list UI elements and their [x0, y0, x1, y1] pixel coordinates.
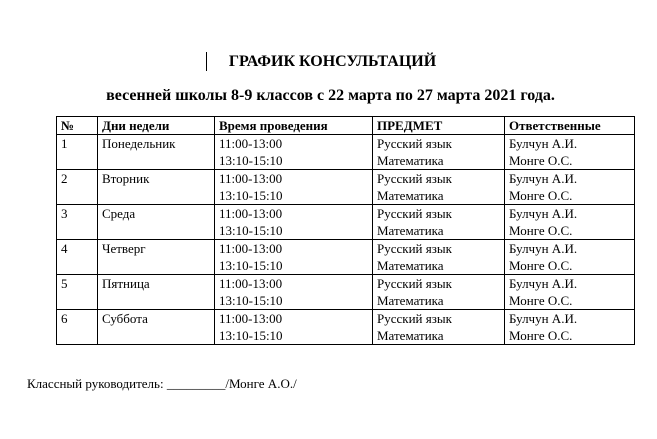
header-responsible: Ответственные	[505, 117, 635, 135]
person-2: Монге О.С.	[509, 293, 573, 308]
row-subject	[373, 275, 505, 310]
person-2: Монге О.С.	[509, 258, 573, 273]
row-number: 5	[57, 275, 98, 310]
time-slot-2: 13:10-15:10	[219, 188, 283, 203]
time-slot-1: 11:00-13:00	[219, 171, 283, 186]
consultation-schedule-table	[56, 116, 635, 345]
person-2: Монге О.С.	[509, 188, 573, 203]
subject-2: Математика	[377, 258, 444, 273]
row-number: 2	[57, 170, 98, 205]
row-subject	[373, 205, 505, 240]
row-number: 3	[57, 205, 98, 240]
document-subtitle: весенней школы 8-9 классов с 22 марта по 27 марта 2021 года.	[106, 87, 555, 104]
person-2: Монге О.С.	[509, 328, 573, 343]
time-slot-2: 13:10-15:10	[219, 328, 283, 343]
subject-1: Русский язык	[377, 276, 452, 291]
header-subject: ПРЕДМЕТ	[373, 117, 505, 135]
table-row	[57, 170, 635, 205]
row-time	[215, 240, 373, 275]
time-slot-2: 13:10-15:10	[219, 223, 283, 238]
row-time	[215, 275, 373, 310]
teacher-signature-line: Классный руководитель: _________/Монге А.О./	[27, 376, 297, 391]
person-1: Булчун А.И.	[509, 206, 578, 221]
row-responsible	[505, 275, 635, 310]
row-day: Понедельник	[98, 135, 215, 170]
row-day: Пятница	[98, 275, 215, 310]
subject-1: Русский язык	[377, 241, 452, 256]
row-number: 4	[57, 240, 98, 275]
person-1: Булчун А.И.	[509, 171, 578, 186]
row-day: Вторник	[98, 170, 215, 205]
time-slot-1: 11:00-13:00	[219, 311, 283, 326]
subject-1: Русский язык	[377, 206, 452, 221]
subject-1: Русский язык	[377, 171, 452, 186]
time-slot-1: 11:00-13:00	[219, 241, 283, 256]
header-number: №	[57, 117, 98, 135]
person-1: Булчун А.И.	[509, 276, 578, 291]
document-title: ГРАФИК КОНСУЛЬТАЦИЙ	[228, 53, 437, 70]
subject-2: Математика	[377, 328, 444, 343]
time-slot-1: 11:00-13:00	[219, 206, 283, 221]
row-day: Четверг	[98, 240, 215, 275]
time-slot-2: 13:10-15:10	[219, 153, 283, 168]
time-slot-1: 11:00-13:00	[219, 136, 283, 151]
subject-2: Математика	[377, 153, 444, 168]
row-responsible	[505, 205, 635, 240]
person-1: Булчун А.И.	[509, 241, 578, 256]
row-responsible	[505, 240, 635, 275]
table-header-row	[57, 117, 635, 135]
person-2: Монге О.С.	[509, 153, 573, 168]
person-1: Булчун А.И.	[509, 311, 578, 326]
subject-2: Математика	[377, 188, 444, 203]
row-number: 6	[57, 310, 98, 345]
subject-1: Русский язык	[377, 136, 452, 151]
row-time	[215, 205, 373, 240]
row-time	[215, 310, 373, 345]
header-time: Время проведения	[215, 117, 373, 135]
table-row	[57, 275, 635, 310]
header-day: Дни недели	[98, 117, 215, 135]
row-subject	[373, 170, 505, 205]
time-slot-2: 13:10-15:10	[219, 258, 283, 273]
subject-1: Русский язык	[377, 311, 452, 326]
row-subject	[373, 310, 505, 345]
row-number: 1	[57, 135, 98, 170]
row-responsible	[505, 170, 635, 205]
table-row	[57, 310, 635, 345]
row-responsible	[505, 310, 635, 345]
time-slot-1: 11:00-13:00	[219, 276, 283, 291]
row-subject	[373, 240, 505, 275]
row-responsible	[505, 135, 635, 170]
row-day: Среда	[98, 205, 215, 240]
row-subject	[373, 135, 505, 170]
row-time	[215, 135, 373, 170]
time-slot-2: 13:10-15:10	[219, 293, 283, 308]
row-day: Суббота	[98, 310, 215, 345]
table-row	[57, 135, 635, 170]
table-row	[57, 240, 635, 275]
row-time	[215, 170, 373, 205]
subject-2: Математика	[377, 293, 444, 308]
subject-2: Математика	[377, 223, 444, 238]
person-2: Монге О.С.	[509, 223, 573, 238]
table-row	[57, 205, 635, 240]
person-1: Булчун А.И.	[509, 136, 578, 151]
